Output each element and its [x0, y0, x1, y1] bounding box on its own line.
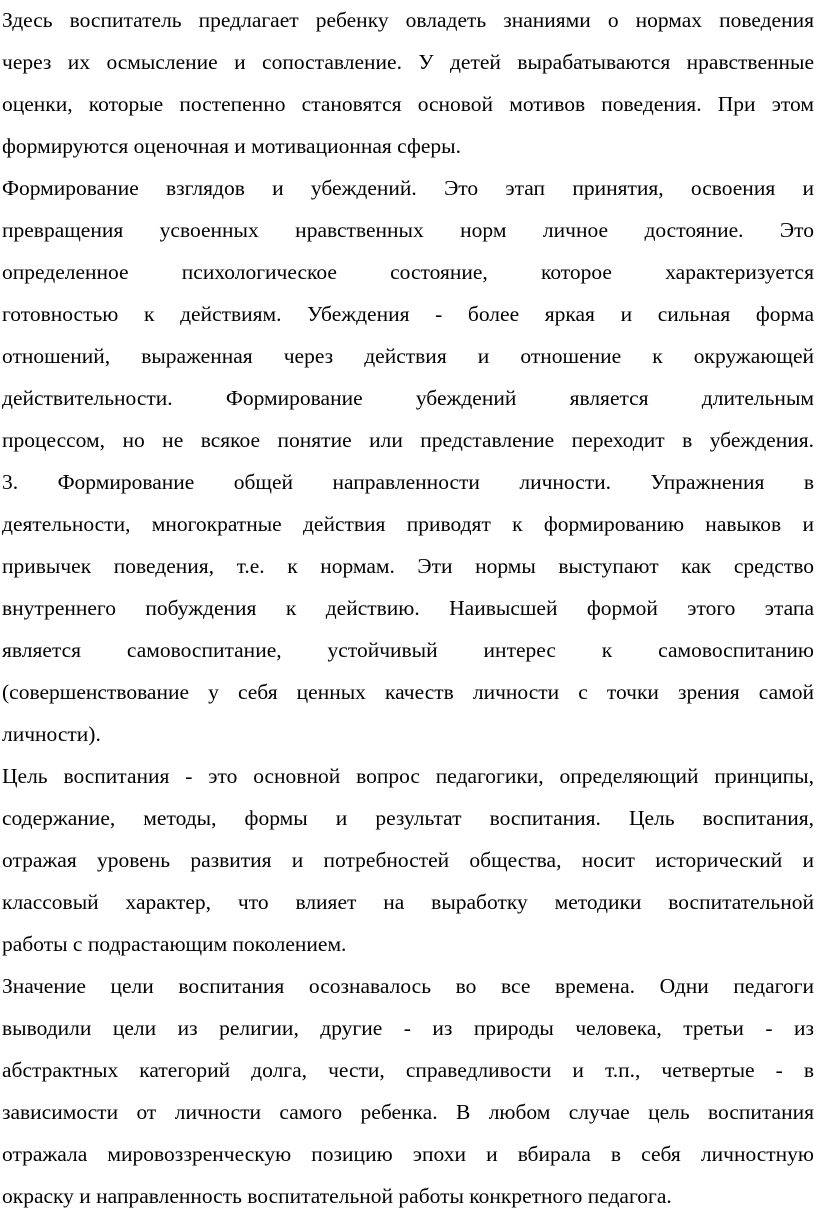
text-line: окраску и направленность воспитательной работы конкретного педагога. — [2, 1184, 672, 1208]
text-line: работы с подрастающим поколением. — [2, 932, 347, 956]
text-line: процессом, но не всякое понятие или представление переходит в убеждения. — [2, 428, 814, 452]
text-line: привычек поведения, т.е. к нормам. Эти нормы выступают как средство — [2, 554, 814, 578]
text-line: отношений, выраженная через действия и отношение к окружающей — [2, 344, 814, 368]
text-line: выводили цели из религии, другие - из природы человека, третьи - из — [2, 1016, 814, 1040]
text-line: через их осмысление и сопоставление. У детей вырабатываются нравственные — [2, 50, 814, 74]
text-line: абстрактных категорий долга, чести, справедливости и т.п., четвертые - в — [2, 1058, 814, 1082]
text-line: Значение цели воспитания осознавалось во все времена. Одни педагоги — [2, 974, 814, 998]
text-line: личности). — [2, 722, 101, 746]
text-line: является самовоспитание, устойчивый интерес к самовоспитанию — [2, 638, 814, 662]
text-line: 3. Формирование общей направленности личности. Упражнения в — [2, 470, 814, 494]
text-line: отражая уровень развития и потребностей общества, носит исторический и — [2, 848, 814, 872]
text-line: Цель воспитания - это основной вопрос педагогики, определяющий принципы, — [2, 764, 814, 788]
text-line: действительности. Формирование убеждений является длительным — [2, 386, 814, 410]
text-line: Здесь воспитатель предлагает ребенку овладеть знаниями о нормах поведения — [2, 8, 814, 32]
text-line: деятельности, многократные действия приводят к формированию навыков и — [2, 512, 814, 536]
text-line: классовый характер, что влияет на выработку методики воспитательной — [2, 890, 814, 914]
text-line: определенное психологическое состояние, которое характеризуется — [2, 260, 814, 284]
text-line: формируются оценочная и мотивационная сферы. — [2, 134, 461, 158]
text-line: превращения усвоенных нравственных норм личное достояние. Это — [2, 218, 814, 242]
text-line: зависимости от личности самого ребенка. В любом случае цель воспитания — [2, 1100, 814, 1124]
text-line: содержание, методы, формы и результат воспитания. Цель воспитания, — [2, 806, 814, 830]
text-line: внутреннего побуждения к действию. Наивысшей формой этого этапа — [2, 596, 814, 620]
text-line: готовностью к действиям. Убеждения - более яркая и сильная форма — [2, 302, 814, 326]
text-line: Формирование взглядов и убеждений. Это этап принятия, освоения и — [2, 176, 814, 200]
text-line: оценки, которые постепенно становятся основой мотивов поведения. При этом — [2, 92, 814, 116]
text-line: (совершенствование у себя ценных качеств личности с точки зрения самой — [2, 680, 814, 704]
text-line: отражала мировоззренческую позицию эпохи и вбирала в себя личностную — [2, 1142, 814, 1166]
